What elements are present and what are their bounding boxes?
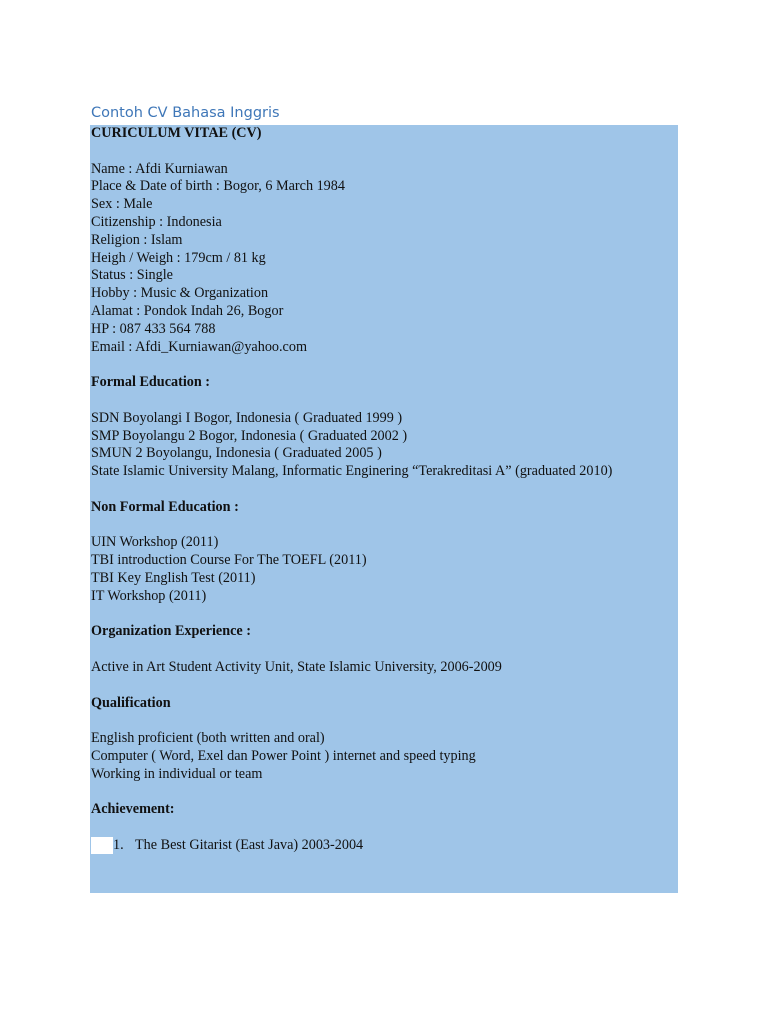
qualification-item: English proficient (both written and oral) bbox=[91, 730, 325, 747]
spacer bbox=[91, 143, 671, 161]
personal-citizenship: Citizenship : Indonesia bbox=[91, 213, 222, 230]
achievement-heading: Achievement: bbox=[91, 801, 175, 818]
qualification-item: Working in individual or team bbox=[91, 765, 263, 782]
achievement-number: 1. bbox=[113, 836, 124, 853]
formal-education-item: State Islamic University Malang, Informatic Enginering “Terakreditasi A” (graduated 2010) bbox=[91, 463, 613, 480]
personal-address: Alamat : Pondok Indah 26, Bogor bbox=[91, 302, 284, 319]
spacer bbox=[91, 819, 671, 837]
spacer bbox=[91, 677, 671, 695]
organization-heading: Organization Experience : bbox=[91, 623, 251, 640]
formal-education-item: SDN Boyolangi I Bogor, Indonesia ( Graduated 1999 ) bbox=[91, 409, 403, 426]
personal-phone: HP : 087 433 564 788 bbox=[91, 320, 216, 337]
spacer bbox=[91, 712, 671, 730]
personal-email: Email : Afdi_Kurniawan@yahoo.com bbox=[91, 338, 307, 355]
spacer bbox=[91, 783, 671, 801]
cv-heading: CURICULUM VITAE (CV) bbox=[91, 125, 262, 141]
personal-hobby: Hobby : Music & Organization bbox=[91, 285, 269, 302]
list-indent-mask bbox=[91, 837, 113, 854]
non-formal-education-item: UIN Workshop (2011) bbox=[91, 534, 219, 551]
cv-body bbox=[91, 125, 671, 855]
spacer bbox=[91, 481, 671, 499]
non-formal-education-item: IT Workshop (2011) bbox=[91, 587, 207, 604]
non-formal-education-item: TBI introduction Course For The TOEFL (2011) bbox=[91, 552, 367, 569]
spacer bbox=[91, 392, 671, 410]
non-formal-education-item: TBI Key English Test (2011) bbox=[91, 569, 256, 586]
formal-education-item: SMP Boyolangu 2 Bogor, Indonesia ( Graduated 2002 ) bbox=[91, 427, 408, 444]
spacer bbox=[91, 606, 671, 624]
personal-birth: Place & Date of birth : Bogor, 6 March 1984 bbox=[91, 178, 345, 195]
personal-name: Name : Afdi Kurniawan bbox=[91, 160, 228, 177]
qualification-item: Computer ( Word, Exel dan Power Point ) internet and speed typing bbox=[91, 747, 476, 764]
spacer bbox=[91, 641, 671, 659]
personal-height-weight: Heigh / Weigh : 179cm / 81 kg bbox=[91, 249, 266, 266]
spacer bbox=[91, 517, 671, 535]
organization-item: Active in Art Student Activity Unit, State Islamic University, 2006-2009 bbox=[91, 658, 502, 675]
non-formal-education-heading: Non Formal Education : bbox=[91, 498, 239, 515]
achievement-text: The Best Gitarist (East Java) 2003-2004 bbox=[135, 836, 364, 853]
formal-education-item: SMUN 2 Boyolangu, Indonesia ( Graduated 2005 ) bbox=[91, 445, 382, 462]
achievement-item bbox=[91, 837, 671, 855]
personal-status: Status : Single bbox=[91, 267, 173, 284]
qualification-heading: Qualification bbox=[91, 694, 171, 711]
page-title: Contoh CV Bahasa Inggris bbox=[91, 105, 280, 121]
formal-education-heading: Formal Education : bbox=[91, 374, 211, 391]
personal-sex: Sex : Male bbox=[91, 196, 153, 213]
personal-religion: Religion : Islam bbox=[91, 231, 183, 248]
spacer bbox=[91, 356, 671, 374]
